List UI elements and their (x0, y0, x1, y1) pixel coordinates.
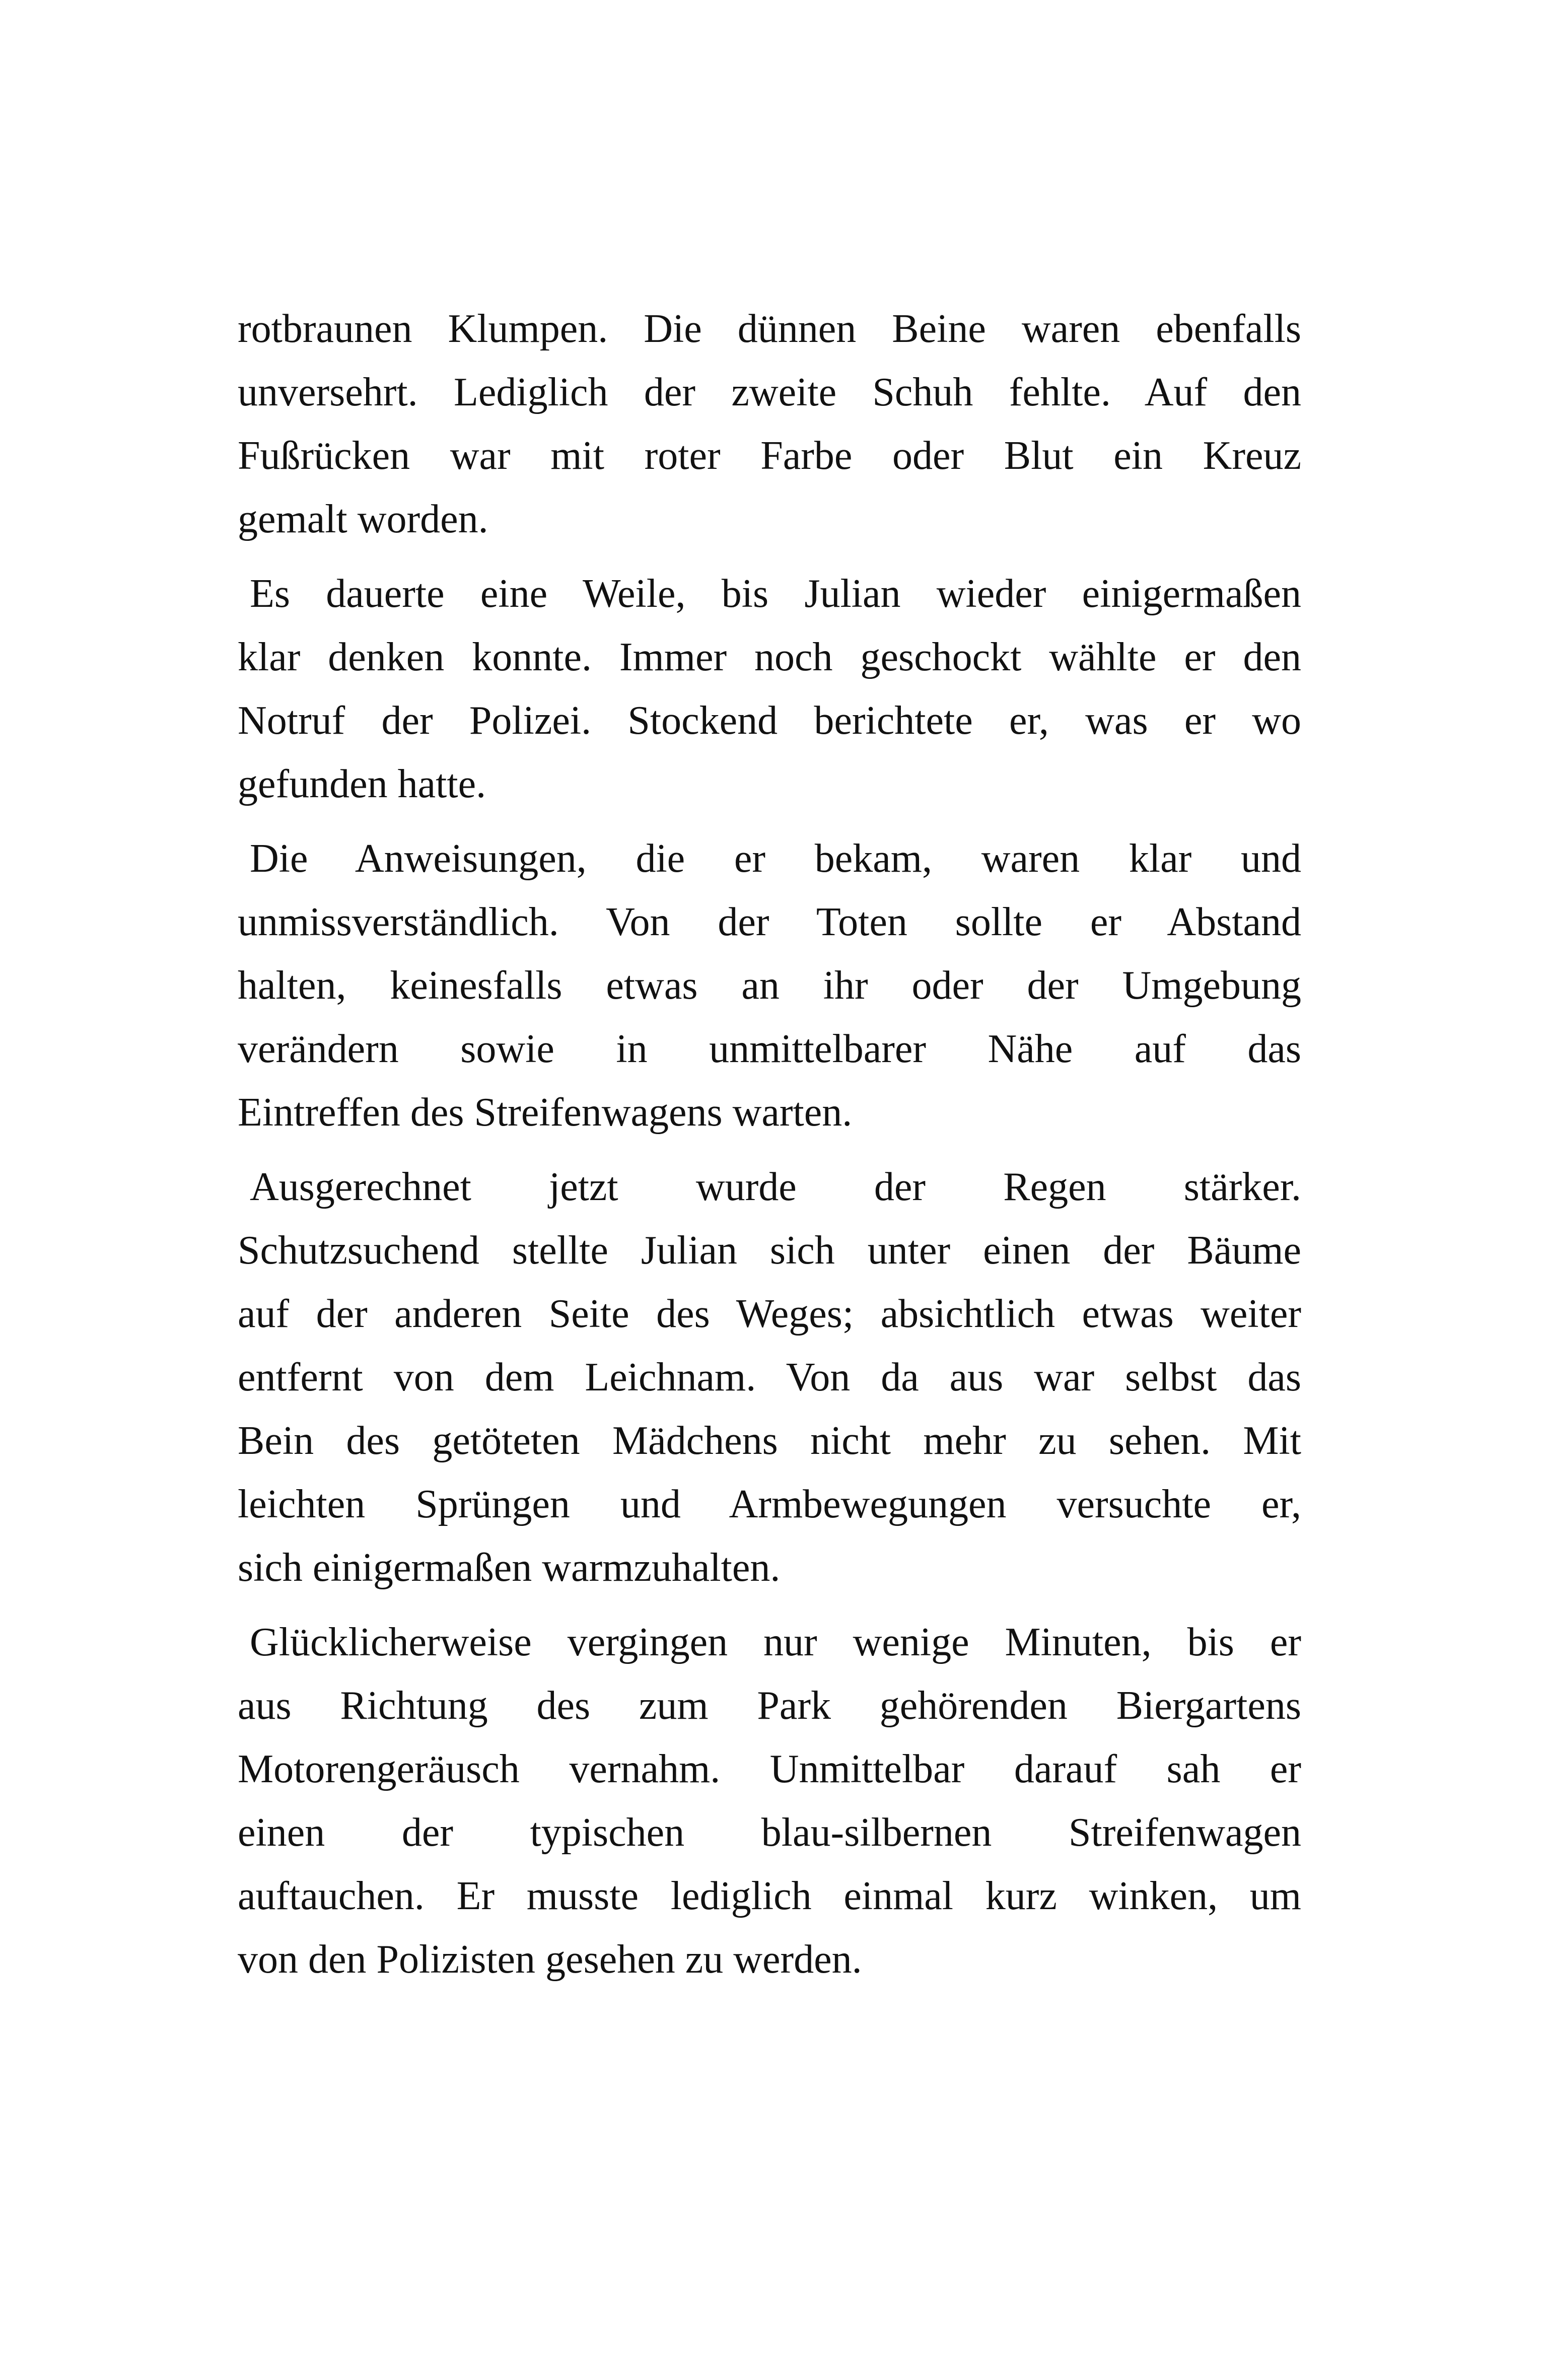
text-line: Es dauerte eine Weile, bis Julian wieder einigermaßen (250, 572, 1301, 616)
text-line: Motorengeräusch vernahm. Unmittelbar darauf sah er (238, 1747, 1301, 1791)
text-line: sich einigermaßen warmzuhalten. (238, 1546, 781, 1590)
text-line: Ausgerechnet jetzt wurde der Regen stärker. (250, 1165, 1301, 1209)
text-line: unmissverständlich. Von der Toten sollte er Abstand (238, 900, 1301, 944)
text-line: Die Anweisungen, die er bekam, waren klar und (250, 836, 1301, 881)
text-line: leichten Sprüngen und Armbewegungen versuchte er, (238, 1482, 1301, 1526)
text-line: einen der typischen blau-silbernen Streifenwagen (238, 1810, 1301, 1855)
text-line: unversehrt. Lediglich der zweite Schuh fehlte. Auf den (238, 370, 1301, 414)
text-line: aus Richtung des zum Park gehörenden Biergartens (238, 1684, 1301, 1728)
body-text (238, 297, 1301, 1991)
paragraph-4 (238, 1155, 1301, 1599)
text-line: verändern sowie in unmittelbarer Nähe auf das (238, 1027, 1301, 1071)
text-line: Schutzsuchend stellte Julian sich unter einen der Bäume (238, 1228, 1301, 1273)
text-line: gefunden hatte. (238, 762, 486, 806)
text-line: gemalt worden. (238, 497, 488, 541)
text-line: Notruf der Polizei. Stockend berichtete er, was er wo (238, 698, 1301, 743)
text-line: auf der anderen Seite des Weges; absichtlich etwas weiter (238, 1292, 1301, 1336)
text-line: halten, keinesfalls etwas an ihr oder der Umgebung (238, 963, 1301, 1008)
text-line: von den Polizisten gesehen zu werden. (238, 1937, 862, 1982)
text-line: entfernt von dem Leichnam. Von da aus war selbst das (238, 1355, 1301, 1399)
paragraph-2 (238, 562, 1301, 816)
text-line: auftauchen. Er musste lediglich einmal kurz winken, um (238, 1874, 1301, 1918)
paragraph-3 (238, 827, 1301, 1144)
text-line: klar denken konnte. Immer noch geschockt wählte er den (238, 635, 1301, 679)
text-line: rotbraunen Klumpen. Die dünnen Beine waren ebenfalls (238, 307, 1301, 351)
text-line: Bein des getöteten Mädchens nicht mehr zu sehen. Mit (238, 1419, 1301, 1463)
text-line: Eintreffen des Streifenwagens warten. (238, 1090, 853, 1135)
paragraph-1 (238, 297, 1301, 551)
text-line: Fußrücken war mit roter Farbe oder Blut ein Kreuz (238, 434, 1301, 478)
text-line: Glücklicherweise vergingen nur wenige Minuten, bis er (250, 1620, 1301, 1664)
paragraph-5 (238, 1611, 1301, 1991)
